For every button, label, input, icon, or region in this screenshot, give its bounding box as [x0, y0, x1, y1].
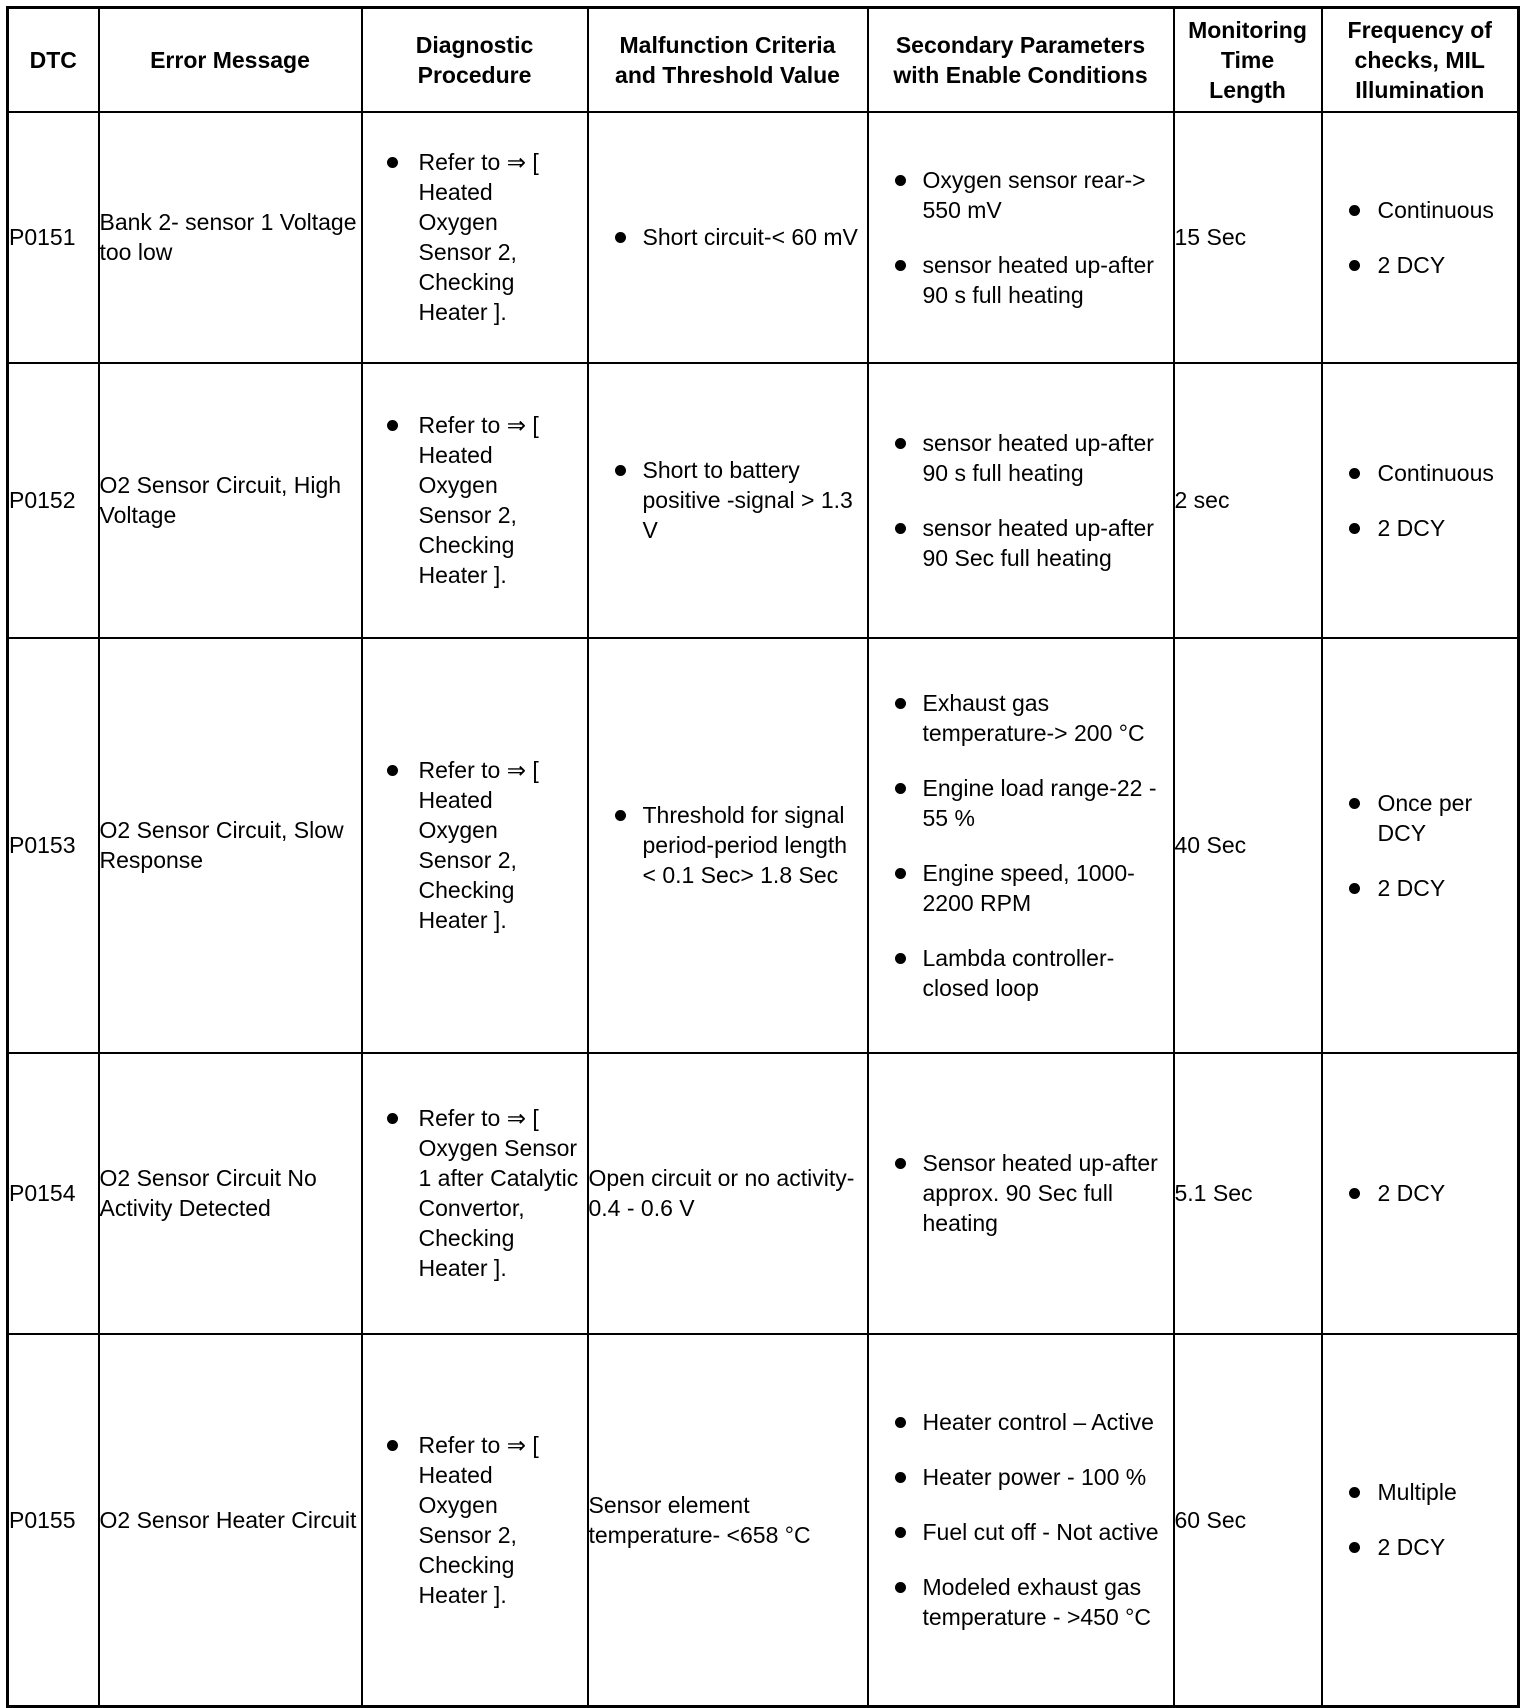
diagnostic-procedure [362, 1334, 588, 1707]
secondary-parameter-item: Heater power - 100 % [869, 1462, 1169, 1492]
diagnostic-procedure [362, 638, 588, 1053]
frequency-item: 2 DCY [1323, 250, 1514, 280]
secondary-parameter-item: Heater control – Active [869, 1407, 1169, 1437]
monitoring-time: 15 Sec [1174, 112, 1322, 363]
dtc-code: P0153 [8, 638, 99, 1053]
table-row [8, 112, 1519, 363]
malfunction-criteria [588, 112, 868, 363]
monitoring-time: 5.1 Sec [1174, 1053, 1322, 1334]
diagnostic-procedure [362, 1053, 588, 1334]
header-frequency: Frequency of checks, MIL Illumination [1322, 8, 1519, 112]
malfunction-criteria-text: Short to battery positive -signal > 1.3 V [589, 455, 863, 545]
header-secondary-parameters: Secondary Parameters with Enable Conditions [868, 8, 1174, 112]
table-row [8, 638, 1519, 1053]
secondary-parameter-item: sensor heated up-after 90 Sec full heating [869, 513, 1169, 573]
diagnostic-procedure-text: Refer to ⇒ [ Heated Oxygen Sensor 2, Checking Heater ]. [363, 410, 583, 590]
header-diagnostic-procedure: Diagnostic Procedure [362, 8, 588, 112]
header-malfunction-criteria: Malfunction Criteria and Threshold Value [588, 8, 868, 112]
secondary-parameter-item: Exhaust gas temperature-> 200 °C [869, 688, 1169, 748]
frequency-item: 2 DCY [1323, 1532, 1514, 1562]
secondary-parameter-item: Engine load range-22 - 55 % [869, 773, 1169, 833]
error-message: O2 Sensor Heater Circuit [99, 1334, 362, 1707]
malfunction-criteria [588, 363, 868, 638]
monitoring-time: 60 Sec [1174, 1334, 1322, 1707]
header-error-message: Error Message [99, 8, 362, 112]
secondary-parameter-item: sensor heated up-after 90 s full heating [869, 428, 1169, 488]
table-row [8, 1053, 1519, 1334]
frequency [1322, 1053, 1519, 1334]
header-monitoring-time: Monitoring Time Length [1174, 8, 1322, 112]
secondary-parameter-item: Fuel cut off - Not active [869, 1517, 1169, 1547]
secondary-parameters [868, 363, 1174, 638]
frequency-item: 2 DCY [1323, 513, 1514, 543]
table-row [8, 363, 1519, 638]
error-message: O2 Sensor Circuit, High Voltage [99, 363, 362, 638]
secondary-parameters [868, 638, 1174, 1053]
secondary-parameter-item: Lambda controller-closed loop [869, 943, 1169, 1003]
secondary-parameters [868, 1334, 1174, 1707]
frequency-item: Continuous [1323, 458, 1514, 488]
dtc-code: P0154 [8, 1053, 99, 1334]
frequency-item: 2 DCY [1323, 873, 1514, 903]
frequency-item: Once per DCY [1323, 788, 1514, 848]
secondary-parameter-item: Sensor heated up-after approx. 90 Sec full heating [869, 1148, 1169, 1238]
error-message: Bank 2- sensor 1 Voltage too low [99, 112, 362, 363]
frequency [1322, 112, 1519, 363]
malfunction-criteria-text: Short circuit-< 60 mV [589, 222, 863, 252]
error-message: O2 Sensor Circuit No Activity Detected [99, 1053, 362, 1334]
frequency-item: Multiple [1323, 1477, 1514, 1507]
frequency-item: 2 DCY [1323, 1178, 1514, 1208]
diagnostic-procedure [362, 363, 588, 638]
dtc-code: P0151 [8, 112, 99, 363]
malfunction-criteria [588, 638, 868, 1053]
header-dtc: DTC [8, 8, 99, 112]
malfunction-criteria: Open circuit or no activity-0.4 - 0.6 V [588, 1053, 868, 1334]
secondary-parameter-item: Modeled exhaust gas temperature - >450 °C [869, 1572, 1169, 1632]
frequency [1322, 638, 1519, 1053]
malfunction-criteria: Sensor element temperature- <658 °C [588, 1334, 868, 1707]
diagnostic-procedure-text: Refer to ⇒ [ Heated Oxygen Sensor 2, Checking Heater ]. [363, 755, 583, 935]
secondary-parameter-item: Oxygen sensor rear-> 550 mV [869, 165, 1169, 225]
monitoring-time: 2 sec [1174, 363, 1322, 638]
diagnostic-procedure-text: Refer to ⇒ [ Heated Oxygen Sensor 2, Checking Heater ]. [363, 147, 583, 327]
diagnostic-procedure [362, 112, 588, 363]
secondary-parameter-item: sensor heated up-after 90 s full heating [869, 250, 1169, 310]
diagnostic-procedure-text: Refer to ⇒ [ Heated Oxygen Sensor 2, Checking Heater ]. [363, 1430, 583, 1610]
frequency-item: Continuous [1323, 195, 1514, 225]
dtc-code: P0155 [8, 1334, 99, 1707]
malfunction-criteria-text: Threshold for signal period-period length < 0.1 Sec> 1.8 Sec [589, 800, 863, 890]
header-row [8, 8, 1519, 112]
secondary-parameters [868, 112, 1174, 363]
secondary-parameter-item: Engine speed, 1000-2200 RPM [869, 858, 1169, 918]
monitoring-time: 40 Sec [1174, 638, 1322, 1053]
diagnostic-procedure-text: Refer to ⇒ [ Oxygen Sensor 1 after Catalytic Convertor, Checking Heater ]. [363, 1103, 583, 1283]
error-message: O2 Sensor Circuit, Slow Response [99, 638, 362, 1053]
frequency [1322, 1334, 1519, 1707]
dtc-table [6, 6, 1520, 1708]
dtc-code: P0152 [8, 363, 99, 638]
secondary-parameters [868, 1053, 1174, 1334]
table-row [8, 1334, 1519, 1707]
frequency [1322, 363, 1519, 638]
